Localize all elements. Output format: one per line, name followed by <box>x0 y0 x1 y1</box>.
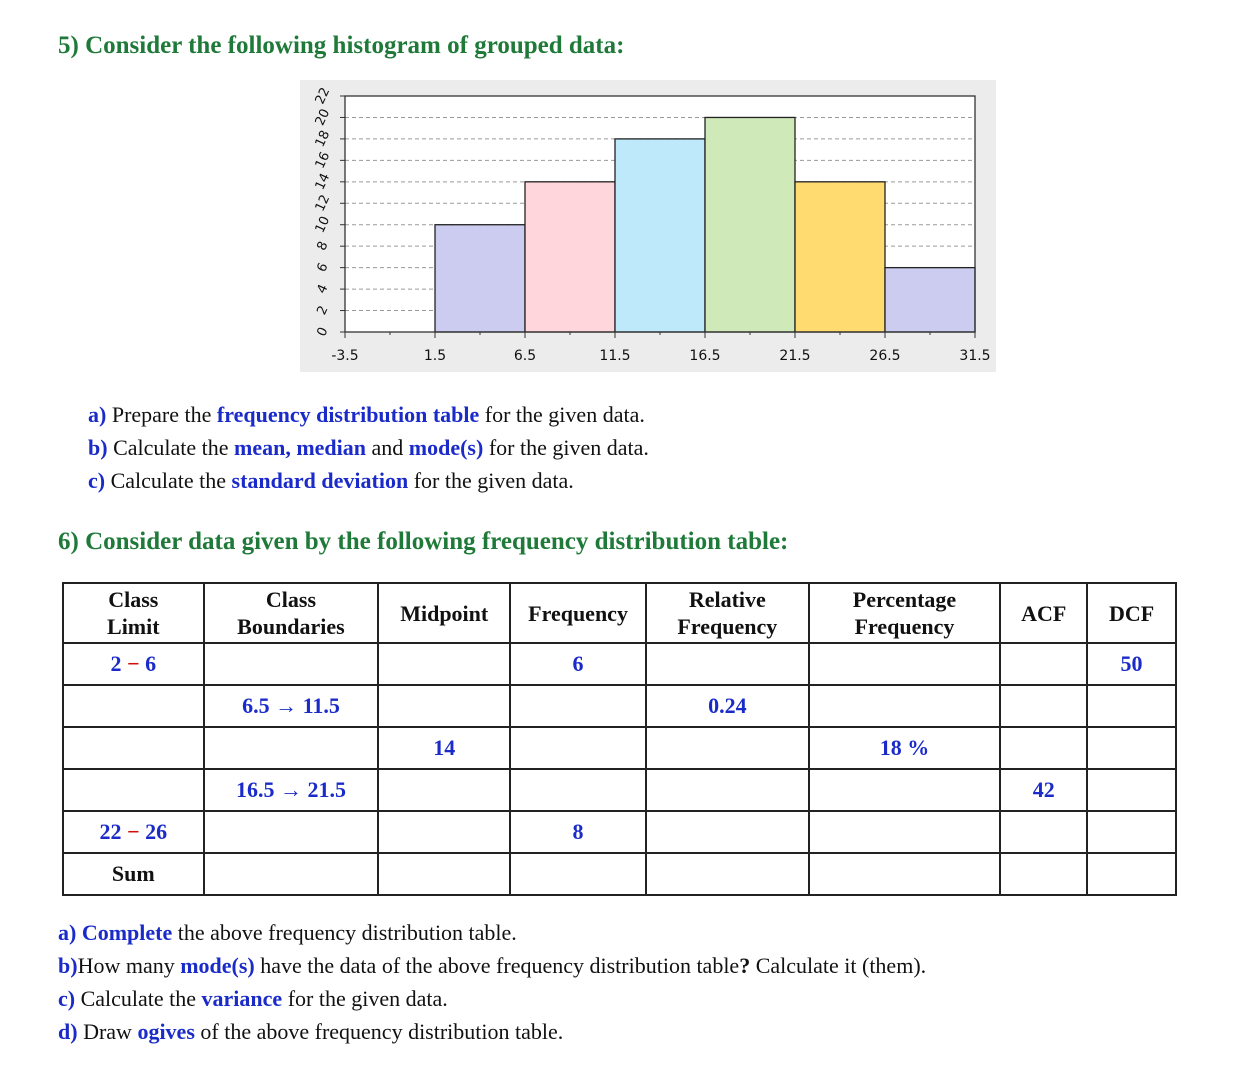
task-text: Prepare the <box>111 402 212 427</box>
y-tick-label: 12 <box>312 192 334 214</box>
table-cell <box>809 811 1001 853</box>
task-text: How many <box>77 953 175 978</box>
task-text: for the given data. <box>488 435 649 460</box>
y-tick-label: 16 <box>312 149 334 172</box>
task-6c <box>58 982 926 1015</box>
table-cell: 2 − 6 <box>63 643 204 685</box>
table-cell <box>646 853 809 895</box>
y-tick-label: 22 <box>312 85 334 107</box>
table-cell <box>378 685 510 727</box>
task-5c <box>88 464 649 497</box>
task-keyword: variance <box>201 986 283 1011</box>
table-row <box>63 769 1176 811</box>
table-cell <box>204 811 379 853</box>
task-6d <box>58 1015 926 1048</box>
table-cell <box>646 727 809 769</box>
task-text: for the given data. <box>484 402 645 427</box>
y-tick-label: 20 <box>312 106 334 129</box>
table-row <box>63 811 1176 853</box>
table-row <box>63 727 1176 769</box>
histogram-bar <box>435 225 525 332</box>
task-keyword: mean, median <box>234 435 367 460</box>
x-tick-label: -3.5 <box>331 348 359 364</box>
task-label: c) <box>58 986 76 1011</box>
table-cell <box>1000 853 1087 895</box>
table-body <box>63 643 1176 895</box>
y-tick-label: 4 <box>314 282 332 297</box>
histogram-bar <box>615 139 705 332</box>
table-row <box>63 853 1176 895</box>
task-text: Draw <box>83 1019 132 1044</box>
task-text: and <box>371 435 404 460</box>
task-text: of the above frequency distribution table. <box>200 1019 564 1044</box>
column-header: Percentage Frequency <box>809 583 1001 643</box>
y-tick-label: 14 <box>312 171 334 193</box>
task-keyword: Complete <box>81 920 173 945</box>
task-question-mark: ? <box>739 953 751 978</box>
task-label: a) <box>88 402 107 427</box>
table-cell <box>1087 769 1176 811</box>
table-cell: 0.24 <box>646 685 809 727</box>
column-header: Class Boundaries <box>204 583 379 643</box>
task-6a <box>58 916 926 949</box>
task-text: Calculate the <box>80 986 197 1011</box>
table-cell <box>1000 643 1087 685</box>
x-tick-label: 21.5 <box>779 348 811 364</box>
table-cell <box>1000 811 1087 853</box>
task-text: for the given data. <box>287 986 448 1011</box>
column-header: Frequency <box>510 583 646 643</box>
task-text: have the data of the above frequency distribution table <box>260 953 740 978</box>
table-cell <box>809 685 1001 727</box>
x-tick-label: 31.5 <box>959 348 991 364</box>
question-6-tasks <box>58 916 926 1048</box>
task-keyword: mode(s) <box>408 435 484 460</box>
table-cell <box>809 769 1001 811</box>
question-6-heading: 6) Consider data given by the following frequency distribution table: <box>58 528 789 555</box>
task-5a <box>88 398 649 431</box>
task-6b <box>58 949 926 982</box>
task-text: Calculate the <box>110 468 227 493</box>
y-tick-label: 18 <box>312 128 334 150</box>
task-text: Calculate it (them). <box>755 953 927 978</box>
y-tick-label: 2 <box>314 303 332 318</box>
table-cell: 14 <box>378 727 510 769</box>
table-cell <box>63 685 204 727</box>
table-cell <box>809 643 1001 685</box>
table-cell <box>63 727 204 769</box>
task-keyword: standard deviation <box>231 468 409 493</box>
table-cell <box>63 769 204 811</box>
y-tick-label: 0 <box>314 325 332 339</box>
x-tick-label: 1.5 <box>423 348 447 364</box>
table-cell <box>646 811 809 853</box>
table-cell <box>204 643 379 685</box>
table-cell <box>510 685 646 727</box>
histogram-bar <box>795 182 885 332</box>
y-tick-label: 8 <box>314 239 332 254</box>
table-cell: 8 <box>510 811 646 853</box>
table-cell <box>510 727 646 769</box>
task-keyword: ogives <box>137 1019 195 1044</box>
y-tick-label: 6 <box>314 260 332 275</box>
table-cell <box>1087 853 1176 895</box>
task-text: the above frequency distribution table. <box>177 920 517 945</box>
task-text: for the given data. <box>413 468 574 493</box>
table-cell: 16.5 → 21.5 <box>204 769 379 811</box>
table-cell <box>378 853 510 895</box>
x-tick-label: 6.5 <box>513 348 537 364</box>
table-cell <box>378 643 510 685</box>
table-cell: 42 <box>1000 769 1087 811</box>
table-cell <box>510 769 646 811</box>
y-tick-label: 10 <box>312 214 334 236</box>
column-header: DCF <box>1087 583 1176 643</box>
task-keyword: mode(s) <box>180 953 255 978</box>
table-cell <box>1000 727 1087 769</box>
column-header: Class Limit <box>63 583 204 643</box>
task-text: Calculate the <box>113 435 229 460</box>
task-5b <box>88 431 649 464</box>
table-cell <box>204 853 379 895</box>
table-cell <box>1000 685 1087 727</box>
column-header: Relative Frequency <box>646 583 809 643</box>
question-5-heading: 5) Consider the following histogram of grouped data: <box>58 32 625 59</box>
table-row <box>63 685 1176 727</box>
table-cell: 22 − 26 <box>63 811 204 853</box>
table-cell: Sum <box>63 853 204 895</box>
task-keyword: frequency distribution table <box>216 402 480 427</box>
table-row <box>63 643 1176 685</box>
x-tick-label: 11.5 <box>599 348 631 364</box>
task-label: b) <box>58 953 78 978</box>
histogram-bar <box>885 268 975 332</box>
task-label: d) <box>58 1019 78 1044</box>
table-cell <box>809 853 1001 895</box>
histogram-bar <box>525 182 615 332</box>
table-cell <box>1087 727 1176 769</box>
task-label: c) <box>88 468 106 493</box>
x-tick-label: 16.5 <box>689 348 721 364</box>
column-header: ACF <box>1000 583 1087 643</box>
table-cell: 18 % <box>809 727 1001 769</box>
table-cell: 6.5 → 11.5 <box>204 685 379 727</box>
column-header: Midpoint <box>378 583 510 643</box>
frequency-distribution-table <box>62 582 1177 896</box>
task-label: b) <box>88 435 108 460</box>
table-cell <box>1087 811 1176 853</box>
histogram-chart <box>300 80 996 372</box>
table-header-row <box>63 583 1176 643</box>
histogram-svg <box>300 80 996 372</box>
table-cell: 50 <box>1087 643 1176 685</box>
table-cell <box>510 853 646 895</box>
task-label: a) <box>58 920 77 945</box>
table-cell <box>378 811 510 853</box>
histogram-bar <box>705 117 795 332</box>
table-cell <box>378 769 510 811</box>
table-cell <box>646 643 809 685</box>
table-cell <box>646 769 809 811</box>
table-cell: 6 <box>510 643 646 685</box>
x-tick-label: 26.5 <box>869 348 901 364</box>
question-5-tasks <box>88 398 649 497</box>
table-cell <box>1087 685 1176 727</box>
table-cell <box>204 727 379 769</box>
